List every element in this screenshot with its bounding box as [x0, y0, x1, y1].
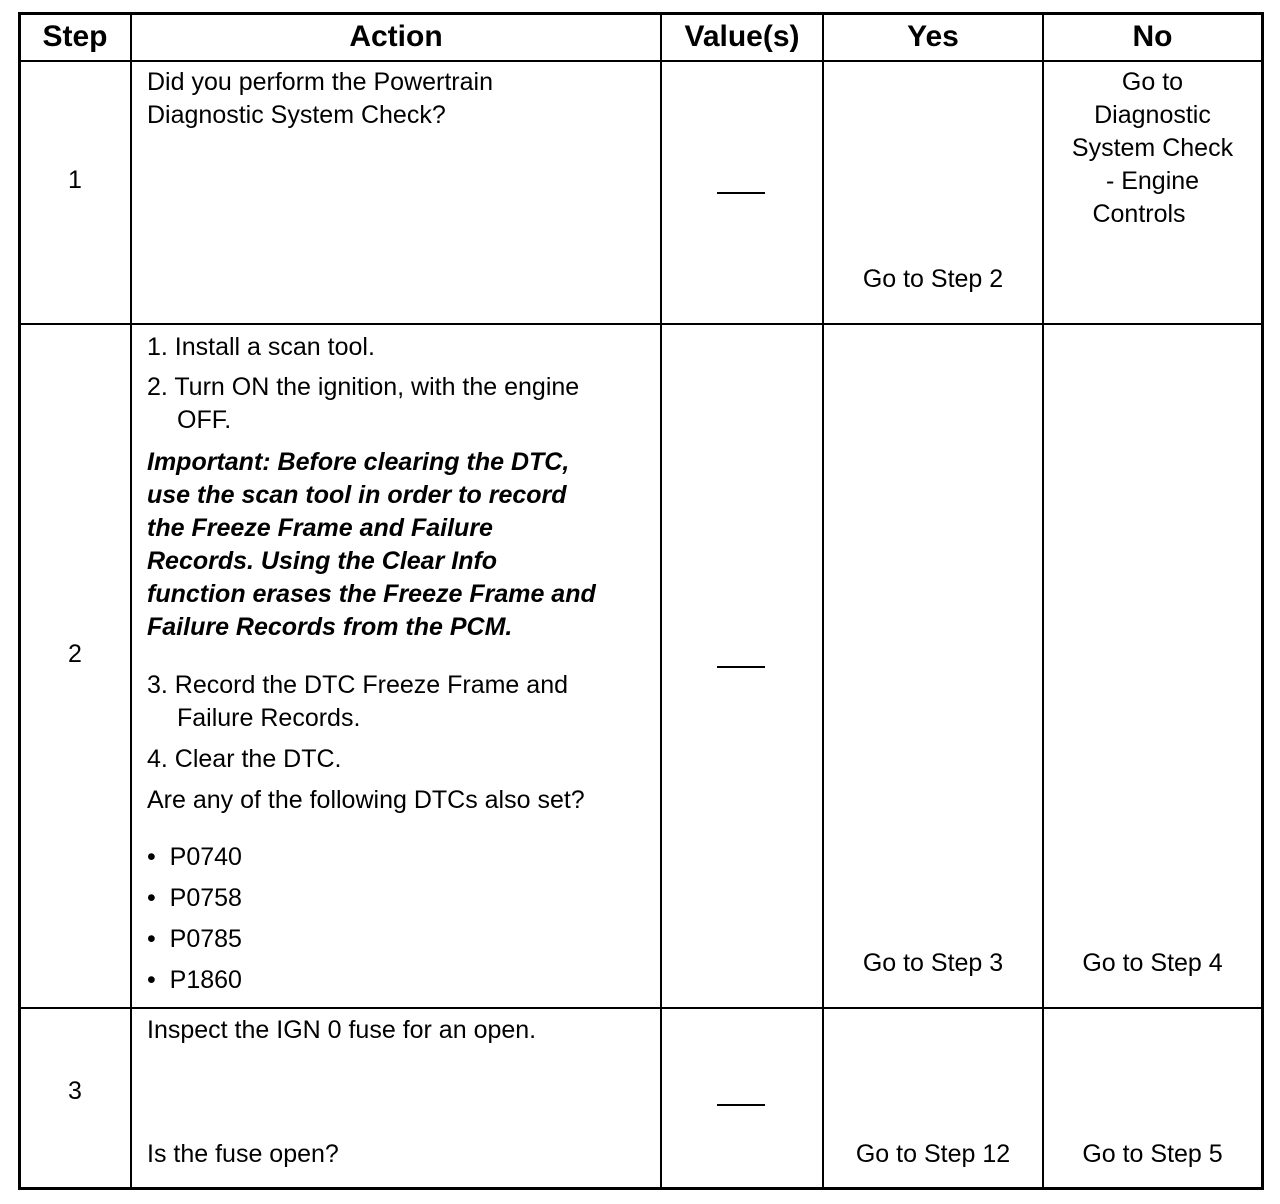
header-values: Value(s) — [684, 20, 800, 53]
row-divider — [18, 323, 1264, 325]
row-divider — [18, 60, 1264, 62]
no-result: Go to Step 4 — [1082, 949, 1223, 977]
step-number: 1 — [68, 166, 82, 194]
table-border-right — [1261, 12, 1264, 1190]
important-note: function erases the Freeze Frame and — [147, 580, 596, 608]
header-action: Action — [349, 20, 443, 53]
step-number: 2 — [68, 640, 82, 668]
action-step-text: 3. Record the DTC Freeze Frame and — [147, 671, 568, 699]
no-result: Go to — [1121, 68, 1184, 96]
dtc-list-item: • P0758 — [147, 884, 242, 912]
action-step-text: 4. Clear the DTC. — [147, 745, 342, 773]
dtc-code: P0740 — [169, 843, 242, 871]
value-dash — [717, 192, 765, 194]
table-border-bottom — [18, 1187, 1264, 1190]
dtc-code: P0785 — [169, 925, 242, 953]
no-result: Go to Step 5 — [1082, 1140, 1223, 1168]
column-divider — [130, 12, 132, 1190]
action-text: Diagnostic System Check? — [147, 101, 446, 129]
yes-result: Go to Step 12 — [855, 1140, 1011, 1168]
action-question: Are any of the following DTCs also set? — [147, 786, 585, 814]
header-yes: Yes — [907, 20, 959, 53]
header-step: Step — [42, 20, 108, 53]
action-question: Is the fuse open? — [147, 1140, 339, 1168]
dtc-list-item: • P0740 — [147, 843, 242, 871]
column-divider — [822, 12, 824, 1190]
action-step-text: OFF. — [177, 406, 232, 434]
dtc-list-item: • P0785 — [147, 925, 242, 953]
column-divider — [660, 12, 662, 1190]
important-note: use the scan tool in order to record — [147, 481, 567, 509]
header-no: No — [1132, 20, 1173, 53]
action-text: Inspect the IGN 0 fuse for an open. — [147, 1016, 537, 1044]
important-note: the Freeze Frame and Failure — [147, 514, 493, 542]
yes-result: Go to Step 3 — [862, 949, 1004, 977]
no-result: - Engine — [1105, 167, 1200, 195]
row-divider — [18, 1007, 1264, 1009]
dtc-code: P0758 — [169, 884, 242, 912]
value-dash — [717, 1104, 765, 1106]
no-result: Controls — [1092, 200, 1186, 228]
no-result: System Check — [1071, 134, 1234, 162]
action-step-text: Failure Records. — [177, 704, 361, 732]
dtc-code: P1860 — [169, 966, 242, 994]
important-note: Records. Using the Clear Info — [147, 547, 498, 575]
no-result: Diagnostic — [1094, 101, 1211, 129]
action-text: Did you perform the Powertrain — [147, 68, 493, 96]
important-note: Failure Records from the PCM. — [147, 613, 513, 641]
dtc-list-item: • P1860 — [147, 966, 242, 994]
action-step-text: 2. Turn ON the ignition, with the engine — [147, 373, 580, 401]
value-dash — [717, 666, 765, 668]
yes-result: Go to Step 2 — [862, 265, 1004, 293]
important-note: Important: Before clearing the DTC, — [147, 448, 570, 476]
action-step-text: 1. Install a scan tool. — [147, 333, 375, 361]
step-number: 3 — [68, 1077, 82, 1105]
